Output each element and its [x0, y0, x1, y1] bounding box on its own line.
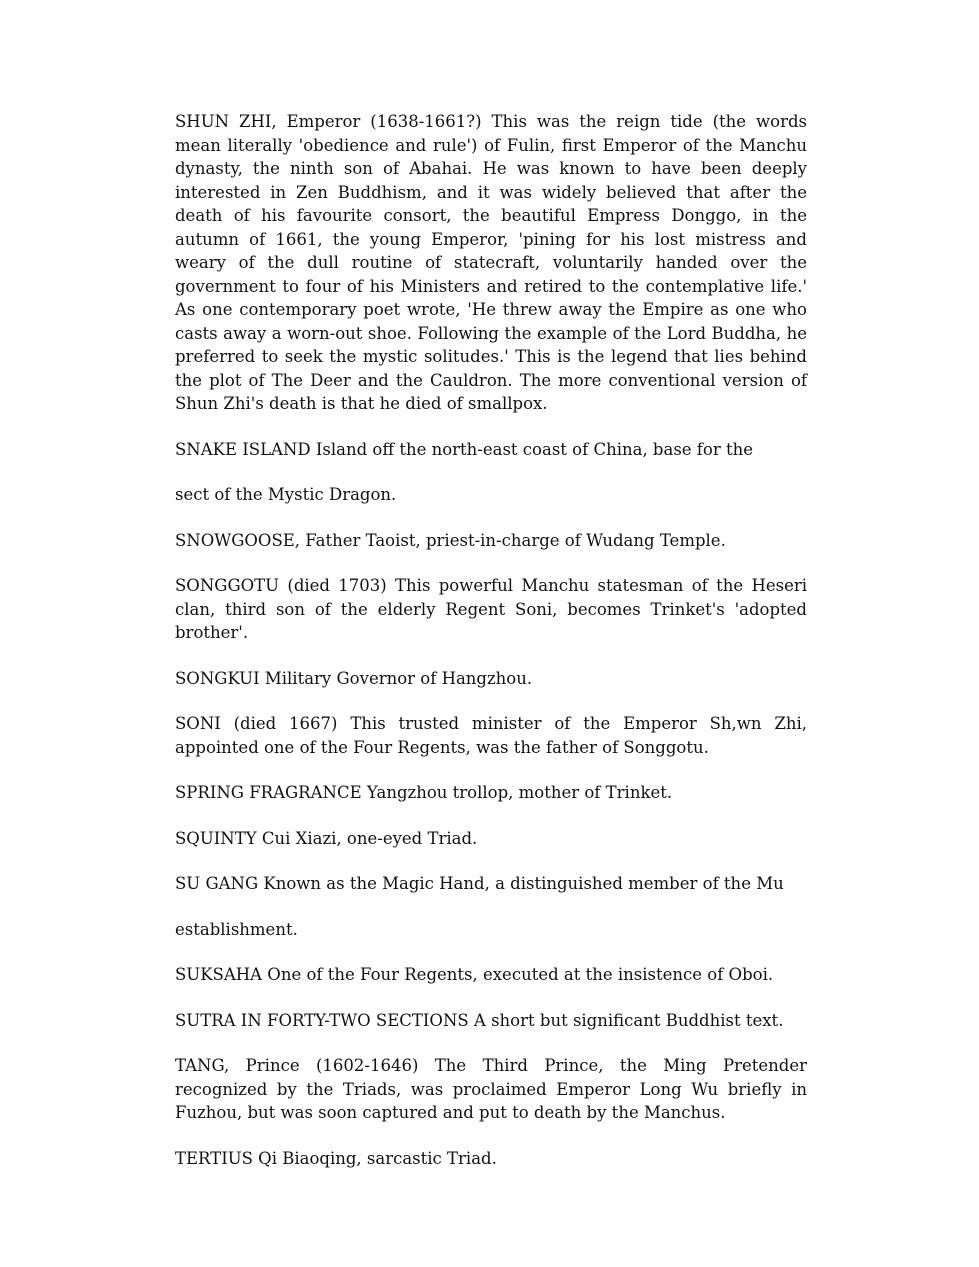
entry-squinty: SQUINTY Cui Xiazi, one-eyed Triad.: [175, 828, 478, 848]
entry-songgotu: SONGGOTU (died 1703) This powerful Manchu statesman of the Heseri clan, third son of the elderly Regent Soni, becomes Trinket's 'adopted brother'.: [175, 576, 807, 642]
entry-tang: TANG, Prince (1602-1646) The Third Prince, the Ming Pretender recognized by the Triads, was proclaimed Emperor Long Wu briefly in Fuzhou, but was soon captured and put to death by the Manchus.: [175, 1056, 807, 1122]
document-page: [175, 110, 807, 1192]
entry-tertius: TERTIUS Qi Biaoqing, sarcastic Triad.: [175, 1148, 497, 1168]
entry-sutra: SUTRA IN FORTY-TWO SECTIONS A short but significant Buddhist text.: [175, 1010, 784, 1030]
entry-soni: SONI (died 1667) This trusted minister of the Emperor Sh,wn Zhi, appointed one of the Four Regents, was the father of Songgotu.: [175, 714, 807, 757]
entry-snake-island: SNAKE ISLAND Island off the north-east coast of China, base for the: [175, 439, 753, 459]
entry-su-gang-continued: establishment.: [175, 919, 298, 939]
entry-snowgoose: SNOWGOOSE, Father Taoist, priest-in-charge of Wudang Temple.: [175, 530, 726, 550]
entry-spring-fragrance: SPRING FRAGRANCE Yangzhou trollop, mother of Trinket.: [175, 783, 673, 802]
entry-snake-island-continued: sect of the Mystic Dragon.: [175, 485, 397, 504]
entry-suksaha: SUKSAHA One of the Four Regents, executed at the insistence of Oboi.: [175, 965, 774, 984]
entry-songkui: SONGKUI Military Governor of Hangzhou.: [175, 668, 533, 688]
entry-su-gang: SU GANG Known as the Magic Hand, a distinguished member of the Mu: [175, 874, 784, 893]
entry-shun-zhi: SHUN ZHI, Emperor (1638-1661?) This was the reign tide (the words mean literally 'obedience and rule') of Fulin, first Emperor of the Manchu dynasty, the ninth son of Abahai. He was known to have been deeply interested in Zen Buddhism, and it was widely believed that after the death of his favourite consort, the beautiful Empress Donggo, in the autumn of 1661, the young Emperor, 'pining for his lost mistress and weary of the dull routine of statecraft, voluntarily handed over the government to four of his Ministers and retired to the contemplative life.' As one contemporary poet wrote, 'He threw away the Empire as one who casts away a worn-out shoe. Following the example of the Lord Buddha, he preferred to seek the mystic solitudes.' This is the legend that lies behind the plot of The Deer and the Cauldron. The more conventional version of Shun Zhi's death is that he died of smallpox.: [175, 112, 807, 413]
